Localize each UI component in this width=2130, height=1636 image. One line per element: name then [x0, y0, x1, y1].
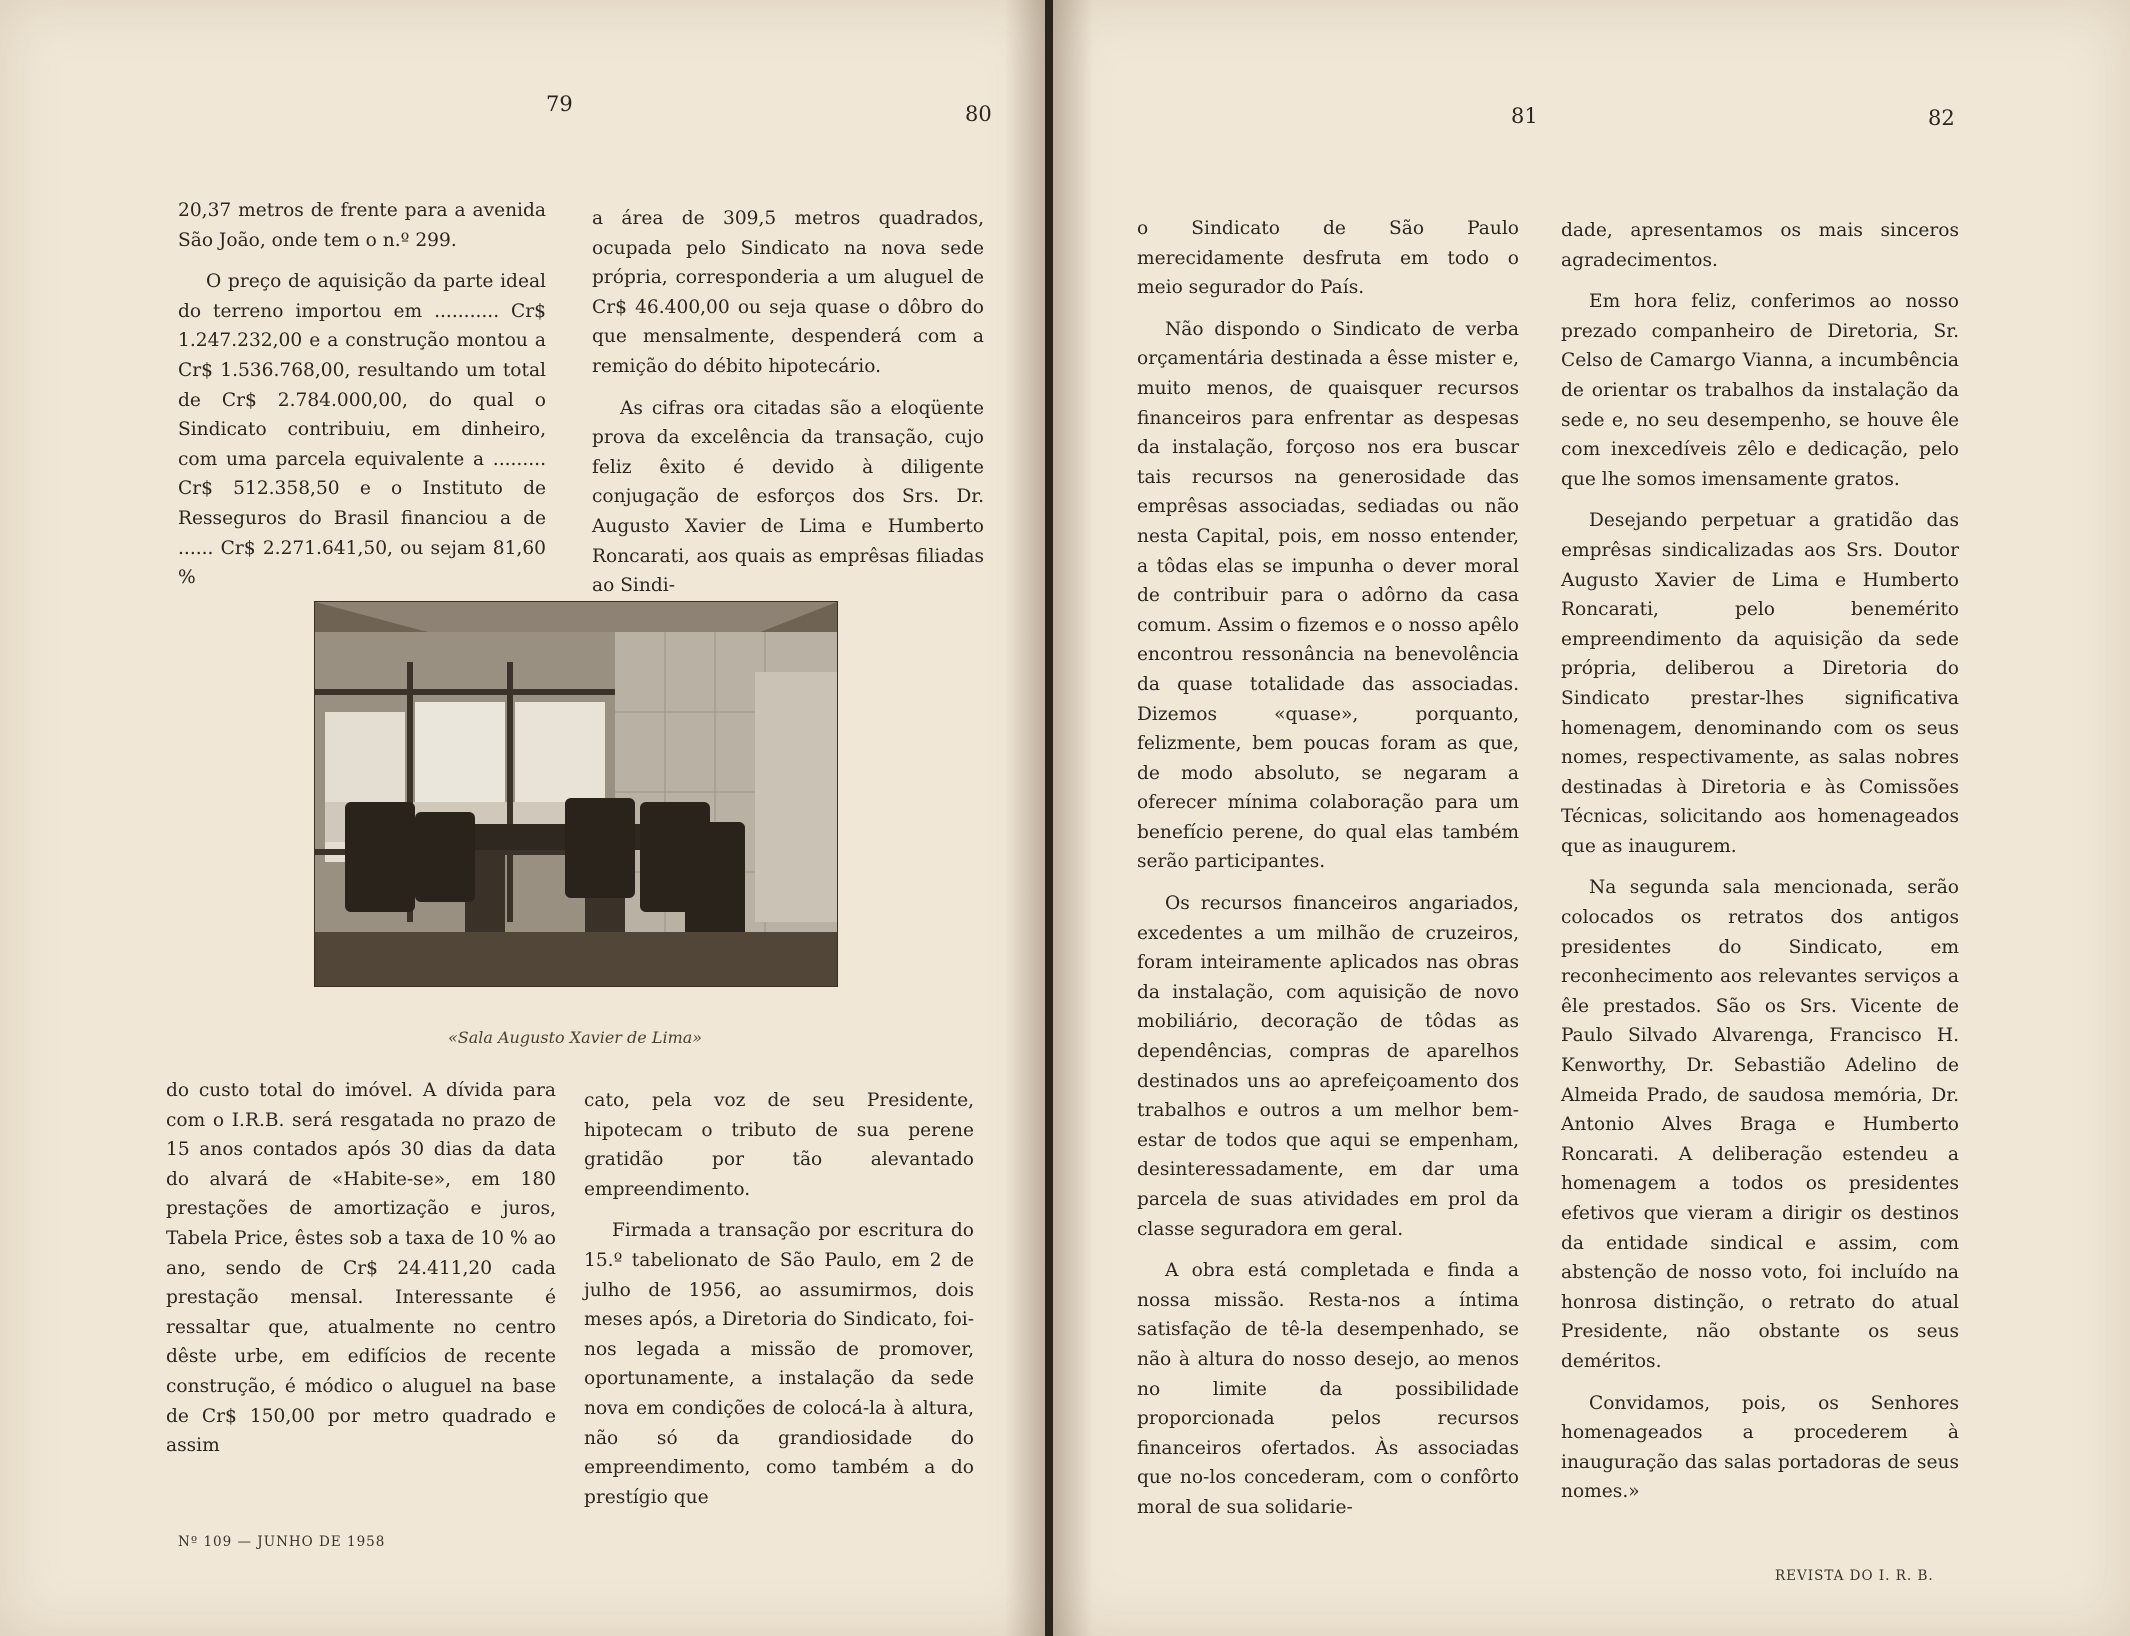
paragraph: 20,37 metros de frente para a avenida São João, onde tem o n.º 299. [178, 200, 546, 251]
page-number-82: 82 [1928, 106, 1955, 130]
magazine-footer: REVISTA DO I. R. B. [1775, 1568, 1934, 1584]
left-col1-bottom [166, 1076, 556, 1473]
paragraph: Na segunda sala mencionada, serão colocados os retratos dos antigos presidentes do Sindicato, em reconhecimento aos relevantes serviços a êle prestados. São os Srs. Vicente de Paulo Silvado Alvarenga, Francisco H. Kenworthy, Dr. Sebastião Adelino de Almeida Prado, de saudosa memória, Dr. Antonio Alves Braga e Humberto Roncarati. A deliberação estendeu a homenagem a todos os presidentes efetivos que vieram a dirigir os destinos da entidade sindical e assim, com abstenção de nosso voto, foi incluído na honrosa distinção, o retrato do atual Presidente, não obstante os seus deméritos. [1561, 877, 1959, 1372]
gutter-shadow [1053, 0, 1093, 1636]
paragraph: Os recursos financeiros angariados, excedentes a um milhão de cruzeiros, foram inteiramente aplicados nas obras da instalação, com aquisição de novo mobiliário, decoração de tôdas as dependências, compras de aparelhos destinados uns ao aprefeiçoamento dos trabalhos e outros a um melhor bem-estar de todos que aqui se empenham, desinteressadamente, em dar uma parcela de suas atividades em prol da classe seguradora em geral. [1137, 893, 1519, 1240]
paragraph: As cifras ora citadas são a eloqüente prova da excelência da transação, cujo feliz êxito é devido à diligente conjugação de esforços dos Srs. Dr. Augusto Xavier de Lima e Humberto Roncarati, aos quais as emprêsas filiadas ao Sindi- [592, 397, 984, 597]
page-number-80: 80 [965, 102, 992, 126]
page-number-81: 81 [1511, 104, 1538, 128]
left-col2-bottom [584, 1086, 974, 1524]
meeting-room-illustration [315, 602, 837, 986]
paragraph: O preço de aquisição da parte ideal do terreno importou em ........... Cr$ 1.247.232,00 e a construção montou a Cr$ 1.536.768,00, resultando um total de Cr$ 2.784.000,00, do qual o Sindicato contribuiu, em dinheiro, com uma parcela equivalente a ......... Cr$ 512.358,50 e o Instituto de Resseguros do Brasil financiou a de ...... Cr$ 2.271.641,50, ou sejam 81,60 % [178, 271, 546, 589]
paragraph: dade, apresentamos os mais sinceros agradecimentos. [1561, 220, 1959, 271]
paragraph: Convidamos, pois, os Senhores homenageados a procederem à inauguração das salas portadoras de seus nomes.» [1561, 1392, 1959, 1503]
paragraph: Em hora feliz, conferimos ao nosso prezado companheiro de Diretoria, Sr. Celso de Camargo Vianna, a incumbência de orientar os trabalhos da instalação da sede e, no seu desempenho, se houve êle com inexcedíveis zêlo e dedicação, pelo que lhe somos imensamente gratos. [1561, 291, 1959, 490]
paragraph: cato, pela voz de seu Presidente, hipotecam o tributo de sua perene gratidão por tão alevantado empreendimento. [584, 1090, 974, 1200]
left-page [0, 0, 1045, 1636]
issue-footer: Nº 109 — JUNHO DE 1958 [178, 1534, 386, 1550]
page-number-79: 79 [546, 92, 573, 116]
paragraph: Desejando perpetuar a gratidão das emprêsas sindicalizadas aos Srs. Doutor Augusto Xavier de Lima e Humberto Roncarati, pelo benemérito empreendimento da aquisição da sede própria, deliberou a Diretoria do Sindicato prestar-lhes significativa homenagem, denominando com os seus nomes, respectivamente, as salas nobres destinadas à Diretoria e às Comissões Técnicas, solicitando aos homenageados que as inaugurem. [1561, 510, 1959, 857]
paragraph: do custo total do imóvel. A dívida para com o I.R.B. será resgatada no prazo de 15 anos contados após 30 dias da data do alvará de «Habite-se», em 180 prestações de amortização e juros, Tabela Price, êstes sob a taxa de 10 % ao ano, sendo de Cr$ 24.411,20 cada prestação mensal. Interessante é ressaltar que, atualmente no centro dêste urbe, em edifícios de recente construção, é módico o aluguel na base de Cr$ 150,00 por metro quadrado e assim [166, 1080, 556, 1457]
paragraph: a área de 309,5 metros quadrados, ocupada pelo Sindicato na nova sede própria, corresponderia a um aluguel de Cr$ 46.400,00 ou seja quase o dôbro do que mensalmente, despenderá com a remição do débito hipotecário. [592, 208, 984, 377]
paragraph: A obra está completada e finda a nossa missão. Resta-nos a íntima satisfação de tê-la desempenhado, se não à altura do nosso desejo, ao menos no limite da possibilidade proporcionada pelos recursos financeiros ofertados. Às associadas que no-los concederam, com o confôrto moral de sua solidarie- [1137, 1260, 1519, 1518]
right-col4 [1561, 216, 1959, 1519]
paragraph: Não dispondo o Sindicato de verba orçamentária destinada a êsse mister e, muito menos, de quaisquer recursos financeiros para enfrentar as despesas da instalação, forçoso nos era buscar tais recursos na generosidade das emprêsas associadas, sediadas ou não nesta Capital, pois, em nosso entender, a tôdas elas se impunha o dever moral de contribuir para o adôrno da casa comum. Assim o fizemos e o nosso apêlo encontrou ressonância na benevolência da quase totalidade das associadas. Dizemos «quase», porquanto, felizmente, bem poucas foram as que, de modo absoluto, se negaram a oferecer mínima colaboração para um benefício perene, do qual elas também serão participantes. [1137, 318, 1519, 873]
paragraph: Firmada a transação por escritura do 15.º tabelionato de São Paulo, em 2 de julho de 1956, ao assumirmos, dois meses após, a Diretoria do Sindicato, foi-nos legada a missão de promover, oportunamente, a instalação da sede nova em condições de colocá-la à altura, não só da grandiosidade do empreendimento, como também a do prestígio que [584, 1220, 974, 1508]
right-col3 [1137, 214, 1519, 1535]
left-col2-top [592, 204, 984, 613]
left-col1-top [178, 196, 546, 605]
photo-caption: «Sala Augusto Xavier de Lima» [447, 1028, 703, 1047]
paragraph: o Sindicato de São Paulo merecidamente desfruta em todo o meio segurador do País. [1137, 218, 1519, 299]
right-page [1053, 0, 2130, 1636]
meeting-room-photo [314, 601, 838, 987]
gutter-shadow [1005, 0, 1045, 1636]
